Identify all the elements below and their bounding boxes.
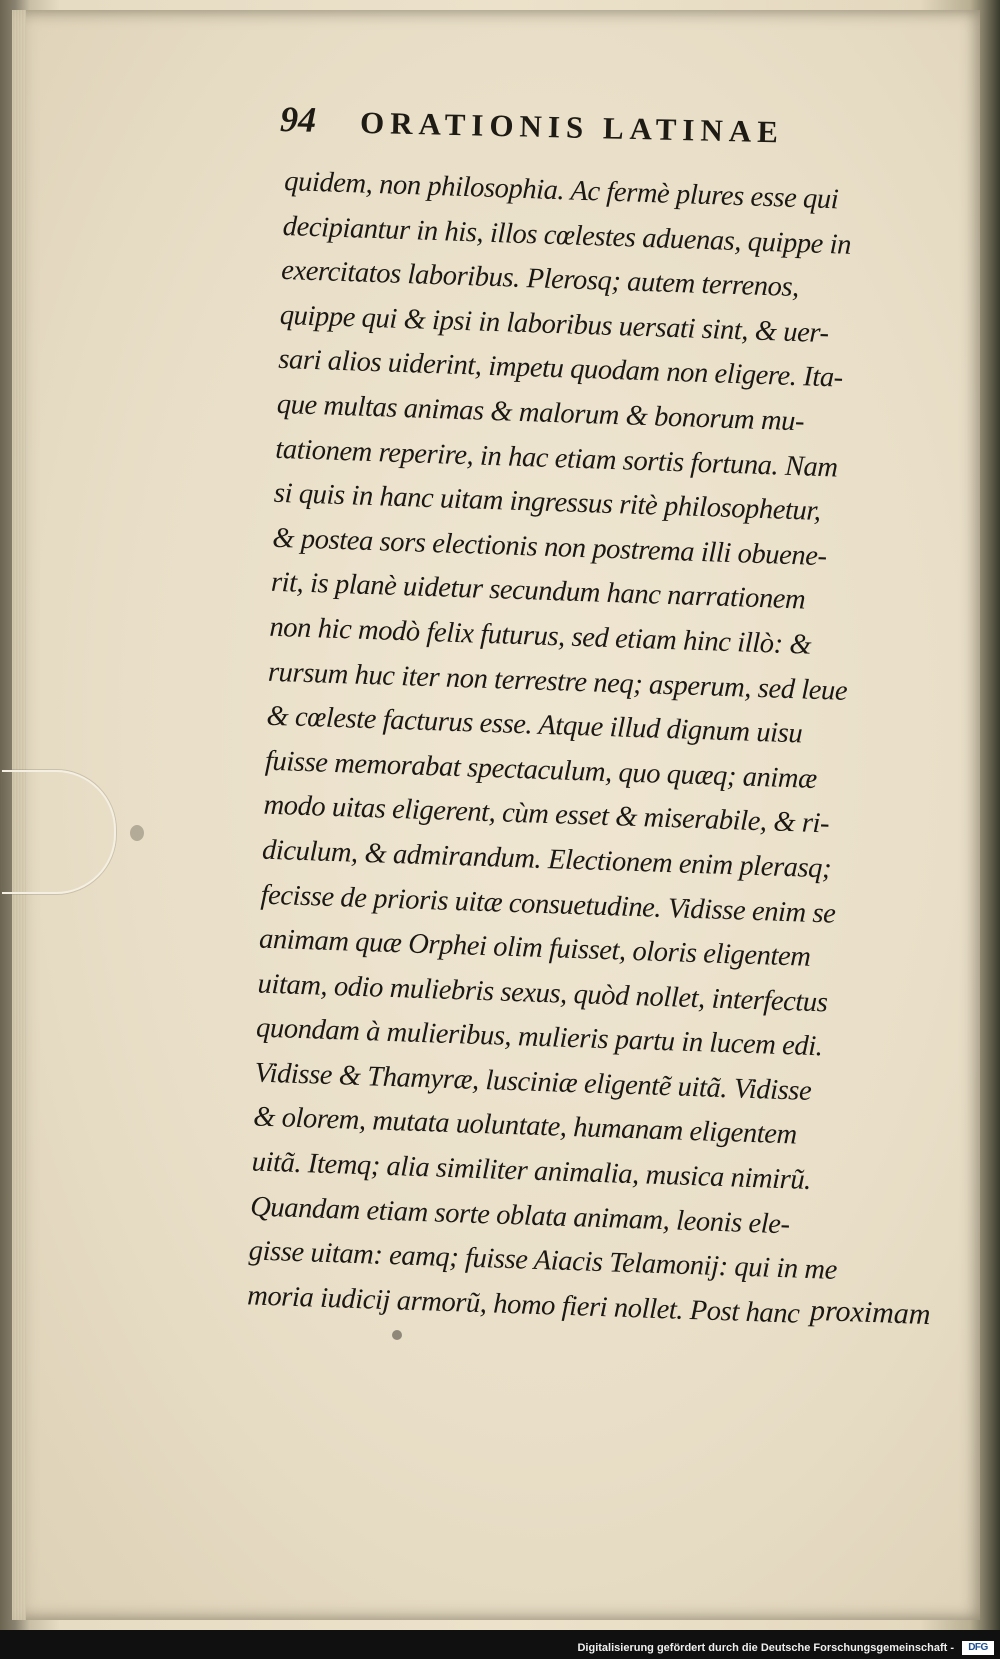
text-line: quondam à mulieribus, mulieris partu in lucem edi. [255,1012,823,1063]
text-line: fuisse memorabat spectaculum, quo quæq; animæ [264,745,818,795]
text-line: Quandam etiam sorte oblata animam, leonis ele- [249,1191,791,1240]
text-line: fecisse de prioris uitæ consuetudine. Vidisse enim se [260,879,836,930]
text-line: animam quæ Orphei olim fuisset, oloris eligentem [258,923,811,973]
text-line: non hic modò felix futurus, sed etiam hinc illò: & [268,611,812,661]
text-line: uitã. Itemq; alia similiter animalia, musica nimirũ. [251,1146,812,1197]
text-line: quidem, non philosophia. Ac fermè plures esse qui [283,165,839,216]
text-line: uitam, odio muliebris sexus, quòd nollet, interfectus [257,968,828,1019]
text-line: rursum huc iter non terrestre neq; asperum, sed leue [267,656,848,707]
text-line: & postea sors electionis non postrema illi obuene- [271,522,828,572]
page-clip-mark [2,770,116,894]
text-line: gisse uitam: eamq; fuisse Aiacis Telamonij: qui in me [248,1235,838,1287]
text-line: que multas animas & malorum & bonorum mu- [276,388,805,438]
text-line: exercitatos laboribus. Plerosq; autem terrenos, [280,255,800,304]
text-line: si quis in hanc uitam ingressus ritè philosophetur, [273,477,822,528]
text-line: decipiantur in his, illos cœlestes aduenas, quippe in [282,210,852,261]
text-line: & olorem, mutata uoluntate, humanam eligentem [252,1101,798,1151]
catchword: proximam [809,1293,932,1332]
text-line: quippe qui & ipsi in laboribus uersati sint, & uer- [279,299,830,349]
funding-credit: Digitalisierung gefördert durch die Deutsche Forschungsgemeinschaft - [577,1642,954,1654]
text-line: modo uitas eligerent, cùm esset & miserabile, & ri- [263,789,830,840]
dfg-logo: DFG [962,1641,994,1655]
text-line: rit, is planè uidetur secundum hanc narrationem [270,567,806,616]
text-line: sari alios uiderint, impetu quodam non eligere. Ita- [277,344,844,394]
text-line: Vidisse & Thamyræ, lusciniæ eligentẽ uitã. Vidisse [254,1057,812,1107]
body-text [247,160,950,1341]
stain-spot [392,1330,402,1340]
text-line: & cœleste facturus esse. Atque illud dignum uisu [266,700,803,750]
text-line: moria iudicij armorũ, homo fieri nollet. Post hanc [246,1280,800,1330]
page-number: 94 [279,99,317,140]
text-line: diculum, & admirandum. Electionem enim plerasq; [261,834,832,885]
running-head-title: ORATIONIS LATINAE [359,104,785,150]
text-line: tationem reperire, in hac etiam sortis fortuna. Nam [274,433,839,484]
stain-spot [130,825,144,841]
